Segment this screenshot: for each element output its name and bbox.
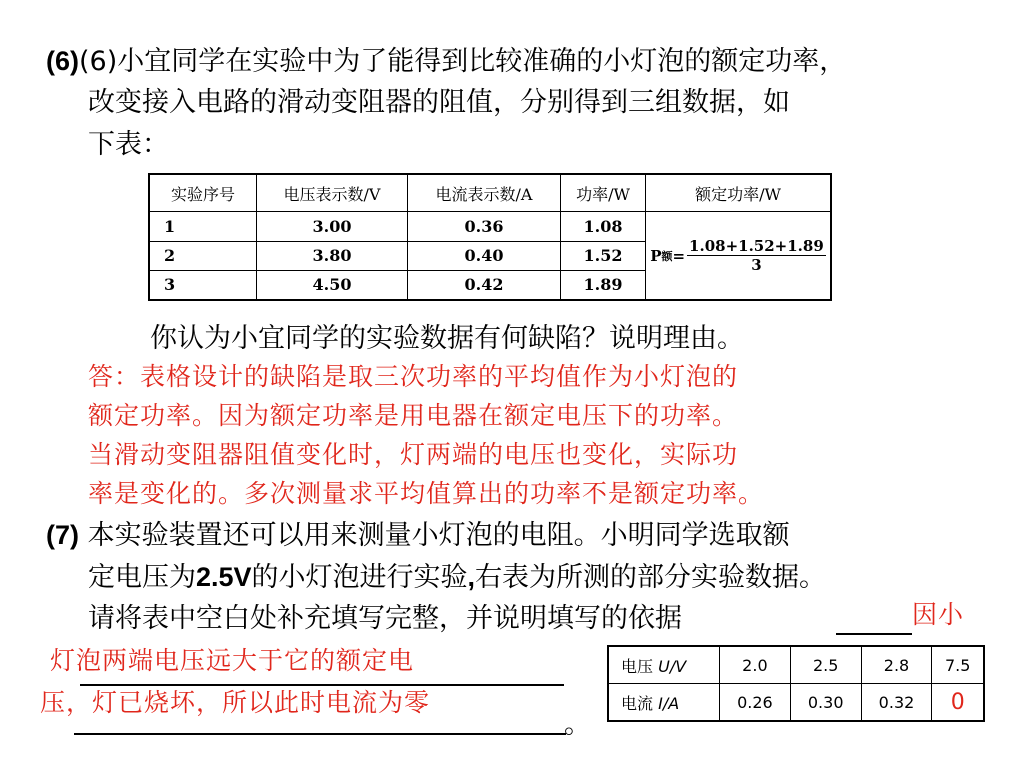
resistance-data-table xyxy=(607,645,985,722)
formula-sub: 额 xyxy=(661,249,673,263)
answer-blank-line xyxy=(74,733,566,735)
header-trial: 实验序号 xyxy=(149,174,257,212)
q7-line-2 xyxy=(88,560,826,595)
voltage-cell: 3.00 xyxy=(257,212,408,241)
header-power: 功率/W xyxy=(561,174,646,212)
voltage-cell: 7.5 xyxy=(932,646,984,684)
current-cell: 0.42 xyxy=(408,270,561,300)
answer7-part-b: 灯泡两端电压远大于它的额定电 xyxy=(50,646,415,675)
table-row xyxy=(608,646,984,684)
voltage-cell: 2.8 xyxy=(861,646,932,684)
voltage-cell: 2.0 xyxy=(720,646,791,684)
trial-cell: 1 xyxy=(149,212,257,241)
table-header-row xyxy=(149,174,831,212)
q7-period: 。 xyxy=(564,709,591,740)
answer7-part-a: 因小 xyxy=(912,600,965,629)
q7-number: (7) xyxy=(46,520,79,550)
header-current: 电流表示数/A xyxy=(408,174,561,212)
rated-power-formula xyxy=(650,237,826,274)
q7-line-3: 请将表中空白处补充填写完整，并说明填写的依据 xyxy=(88,603,682,634)
voltage-cell: 4.50 xyxy=(257,270,408,300)
q6-line-1-text: (6)小宜同学在实验中为了能得到比较准确的小灯泡的额定功率， xyxy=(79,46,847,77)
q6-line-2: 改变接入电路的滑动变阻器的阻值，分别得到三组数据，如 xyxy=(88,87,790,118)
label-unit: U/V xyxy=(658,656,687,676)
q7-text: 右表为所测的部分实验数据。 xyxy=(475,562,827,593)
q7-text: 定电压为 xyxy=(88,562,196,593)
formula-fraction xyxy=(687,237,826,274)
label-text: 电流 xyxy=(621,693,654,713)
current-cell: 0.30 xyxy=(790,684,861,722)
header-voltage: 电压表示数/V xyxy=(257,174,408,212)
current-cell: 0.40 xyxy=(408,241,561,270)
experiment-data-table xyxy=(148,173,832,301)
power-cell: 1.52 xyxy=(561,241,646,270)
answer6-line-4: 率是变化的。多次测量求平均值算出的功率不是额定功率。 xyxy=(88,479,765,508)
current-cell: 0.32 xyxy=(861,684,932,722)
formula-numerator: 1.08+1.52+1.89 xyxy=(689,237,824,256)
label-unit: I/A xyxy=(658,693,680,713)
answer7-part-c: 压，灯已烧坏，所以此时电流为零 xyxy=(40,688,431,717)
formula-eq: = xyxy=(672,246,686,265)
answer6-line-3: 当滑动变阻器阻值变化时，灯两端的电压也变化，实际功 xyxy=(88,440,739,469)
defect-question: 你认为小宜同学的实验数据有何缺陷？说明理由。 xyxy=(150,323,744,354)
current-cell: 0.26 xyxy=(720,684,791,722)
power-cell: 1.89 xyxy=(561,270,646,300)
answer6-line-1: 答：表格设计的缺陷是取三次功率的平均值作为小灯泡的 xyxy=(88,362,739,391)
q6-line-3: 下表： xyxy=(88,129,169,160)
current-cell: 0.36 xyxy=(408,212,561,241)
table-row xyxy=(149,212,831,241)
formula-denominator: 3 xyxy=(751,256,762,275)
q7-text: 的小灯泡进行实验 xyxy=(251,562,468,593)
trial-cell: 2 xyxy=(149,241,257,270)
rated-voltage-value: 2.5V xyxy=(196,562,252,592)
answer-blank-line xyxy=(836,633,912,635)
header-rated-power: 额定功率/W xyxy=(646,174,832,212)
formula-p: P xyxy=(650,246,662,265)
table-row xyxy=(608,684,984,722)
q6-number: (6) xyxy=(46,46,79,76)
q7-comma: , xyxy=(467,562,476,592)
voltage-cell: 3.80 xyxy=(257,241,408,270)
q7-line-1-text: 本实验装置还可以用来测量小灯泡的电阻。小明同学选取额 xyxy=(79,520,790,551)
voltage-row-label xyxy=(608,646,720,684)
q6-line-1 xyxy=(46,44,846,79)
label-text: 电压 xyxy=(621,656,654,676)
current-row-label xyxy=(608,684,720,722)
q7-line-1 xyxy=(46,518,790,553)
trial-cell: 3 xyxy=(149,270,257,300)
answer6-line-2: 额定功率。因为额定功率是用电器在额定电压下的功率。 xyxy=(88,401,739,430)
rated-power-formula-cell xyxy=(646,212,832,300)
power-cell: 1.08 xyxy=(561,212,646,241)
answer-current-cell: 0 xyxy=(932,684,984,722)
voltage-cell: 2.5 xyxy=(790,646,861,684)
